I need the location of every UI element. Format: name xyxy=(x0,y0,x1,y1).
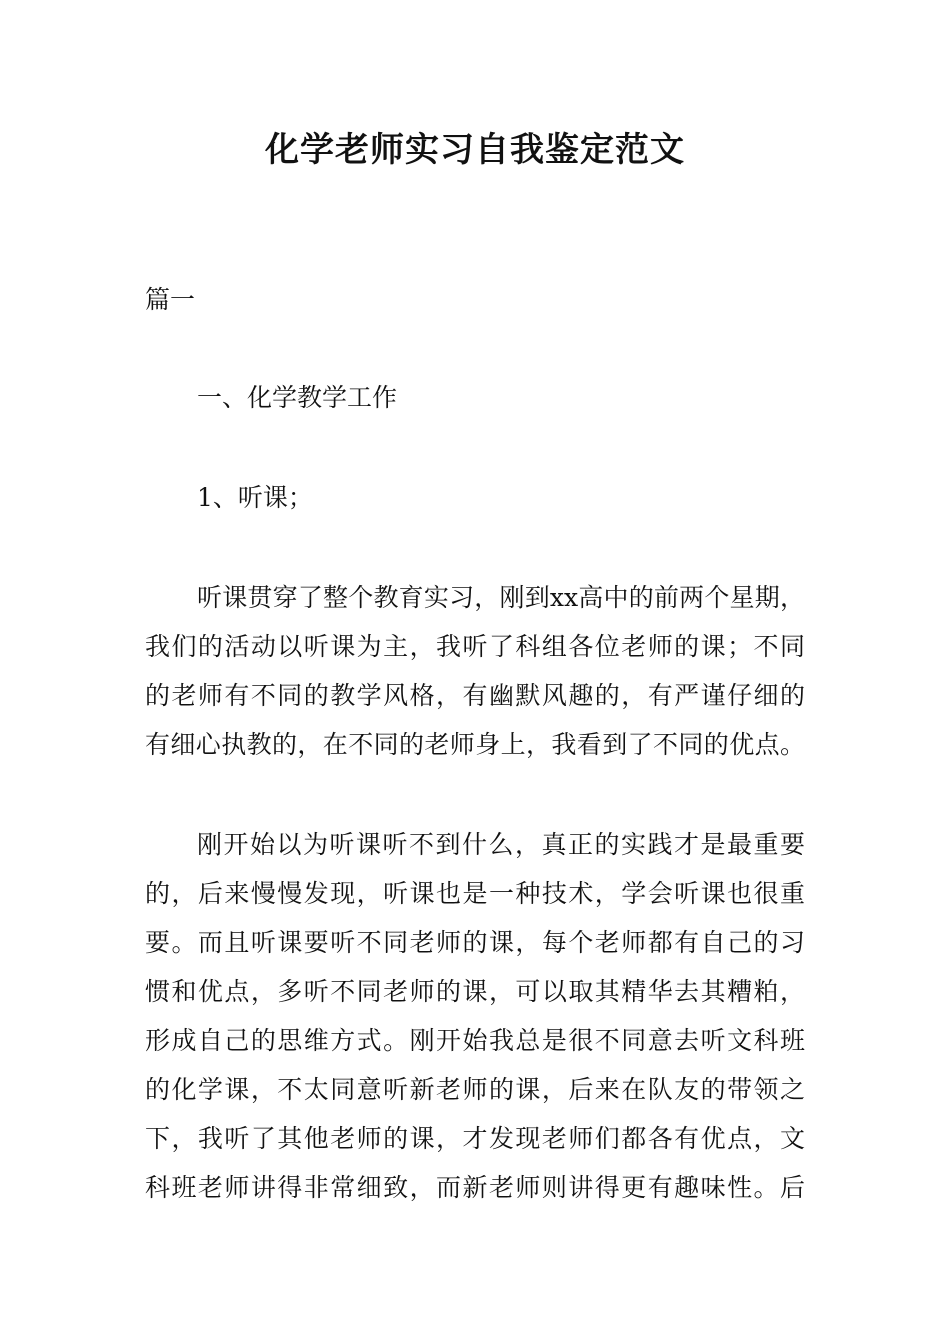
document-title: 化学老师实习自我鉴定范文 xyxy=(265,130,685,170)
paragraph-line: 科班老师讲得非常细致，而新老师则讲得更有趣味性。后 xyxy=(145,1173,805,1202)
paragraph-line: 听课贯穿了整个教育实习，刚到xx高中的前两个星期， xyxy=(197,583,805,612)
paragraph-line: 的化学课，不太同意听新老师的课，后来在队友的带领之 xyxy=(145,1075,805,1104)
paragraph-line: 刚开始以为听课听不到什么，真正的实践才是最重要 xyxy=(197,830,805,859)
paragraph-line: 下，我听了其他老师的课，才发现老师们都各有优点，文 xyxy=(145,1124,805,1153)
paragraph-line: 形成自己的思维方式。刚开始我总是很不同意去听文科班 xyxy=(145,1026,805,1055)
paragraph-line: 我们的活动以听课为主，我听了科组各位老师的课；不同 xyxy=(145,632,805,661)
paragraph-line: 的，后来慢慢发现，听课也是一种技术，学会听课也很重 xyxy=(145,879,805,908)
subheading-lesson-observation: 1、听课； xyxy=(197,483,313,512)
heading-chemistry-teaching: 一、化学教学工作 xyxy=(197,383,398,412)
section-label: 篇一 xyxy=(145,285,196,314)
paragraph-line: 的老师有不同的教学风格，有幽默风趣的，有严谨仔细的 xyxy=(145,681,805,710)
paragraph-line: 惯和优点，多听不同老师的课，可以取其精华去其糟粕， xyxy=(145,977,805,1006)
paragraph-line: 要。而且听课要听不同老师的课，每个老师都有自己的习 xyxy=(145,928,805,957)
paragraph-line: 有细心执教的，在不同的老师身上，我看到了不同的优点。 xyxy=(145,730,805,759)
